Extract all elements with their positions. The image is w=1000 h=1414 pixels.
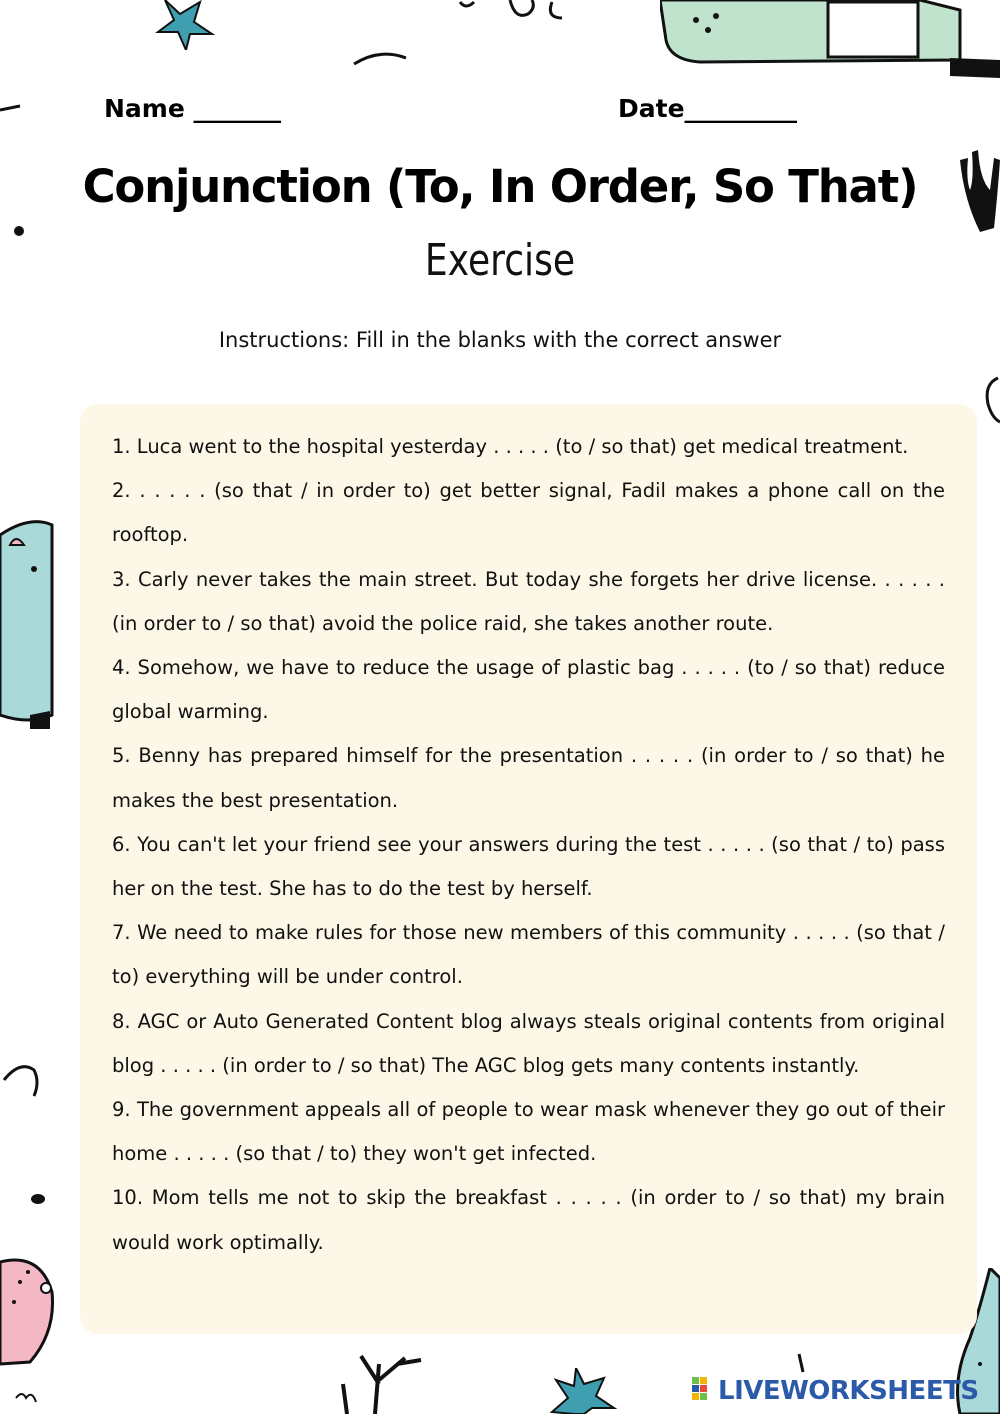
liveworksheets-logo-icon [692,1377,716,1401]
dot-icon [30,1192,46,1206]
name-field: Name _______ [104,94,282,123]
question-6: 6. You can't let your friend see your answers during the test . . . . . (so that / to) pass her on the test. She has to do the test by herself. [112,832,945,901]
question-list [112,425,945,1265]
page-title: Conjunction (To, In Order, So That) [82,160,918,213]
star-icon [540,1368,620,1414]
dinosaur-illustration-bottom-left [0,1252,60,1414]
arc-icon [350,48,410,68]
dinosaur-illustration-top [660,0,1000,78]
question-9: 9. The government appeals all of people to wear mask whenever they go out of their home . . . . . (so that / to) they won't get infected. [112,1098,945,1166]
branch-icon [335,1354,435,1414]
question-5: 5. Benny has prepared himself for the presentation . . . . . (in order to / so that) he makes the best presentation. [112,744,945,812]
question-1: 1. Luca went to the hospital yesterday . . . . . (to / so that) get medical treatment. [112,435,909,458]
question-10: 10. Mom tells me not to skip the breakfast . . . . . (in order to / so that) my brain would work optimally. [112,1186,945,1254]
page-subtitle: Exercise [424,235,576,286]
question-7: 7. We need to make rules for those new members of this community . . . . . (so that / to) everything will be under control. [112,921,945,989]
brand-text: LIVEWORKSHEETS [718,1376,979,1406]
question-8: 8. AGC or Auto Generated Content blog always steals original contents from original blog . . . . . (in order to / so that) The AGC blog gets many contents instantly. [112,1009,945,1077]
dash-icon [0,100,24,120]
dinosaur-illustration-left [0,515,56,730]
dot-icon [12,224,26,238]
instructions-text: Instructions: Fill in the blanks with the correct answer [218,328,782,352]
star-icon [150,0,230,50]
question-3: 3. Carly never takes the main street. But today she forgets her drive license. . . . . . (in order to / so that) avoid the police raid, she takes another route. [112,567,945,635]
question-4: 4. Somehow, we have to reduce the usage of plastic bag . . . . . (to / so that) reduce global warming. [112,656,945,724]
curl-icon [0,1060,45,1100]
leaf-outline-icon [984,374,1000,424]
dash-icon [796,1352,806,1374]
question-2: 2. . . . . . (so that / in order to) get better signal, Fadil makes a phone call on the rooftop. [112,479,945,547]
date-field: Date_________ [618,94,798,123]
liveworksheets-brand[interactable] [692,1376,979,1406]
squiggle-icon [440,0,580,30]
